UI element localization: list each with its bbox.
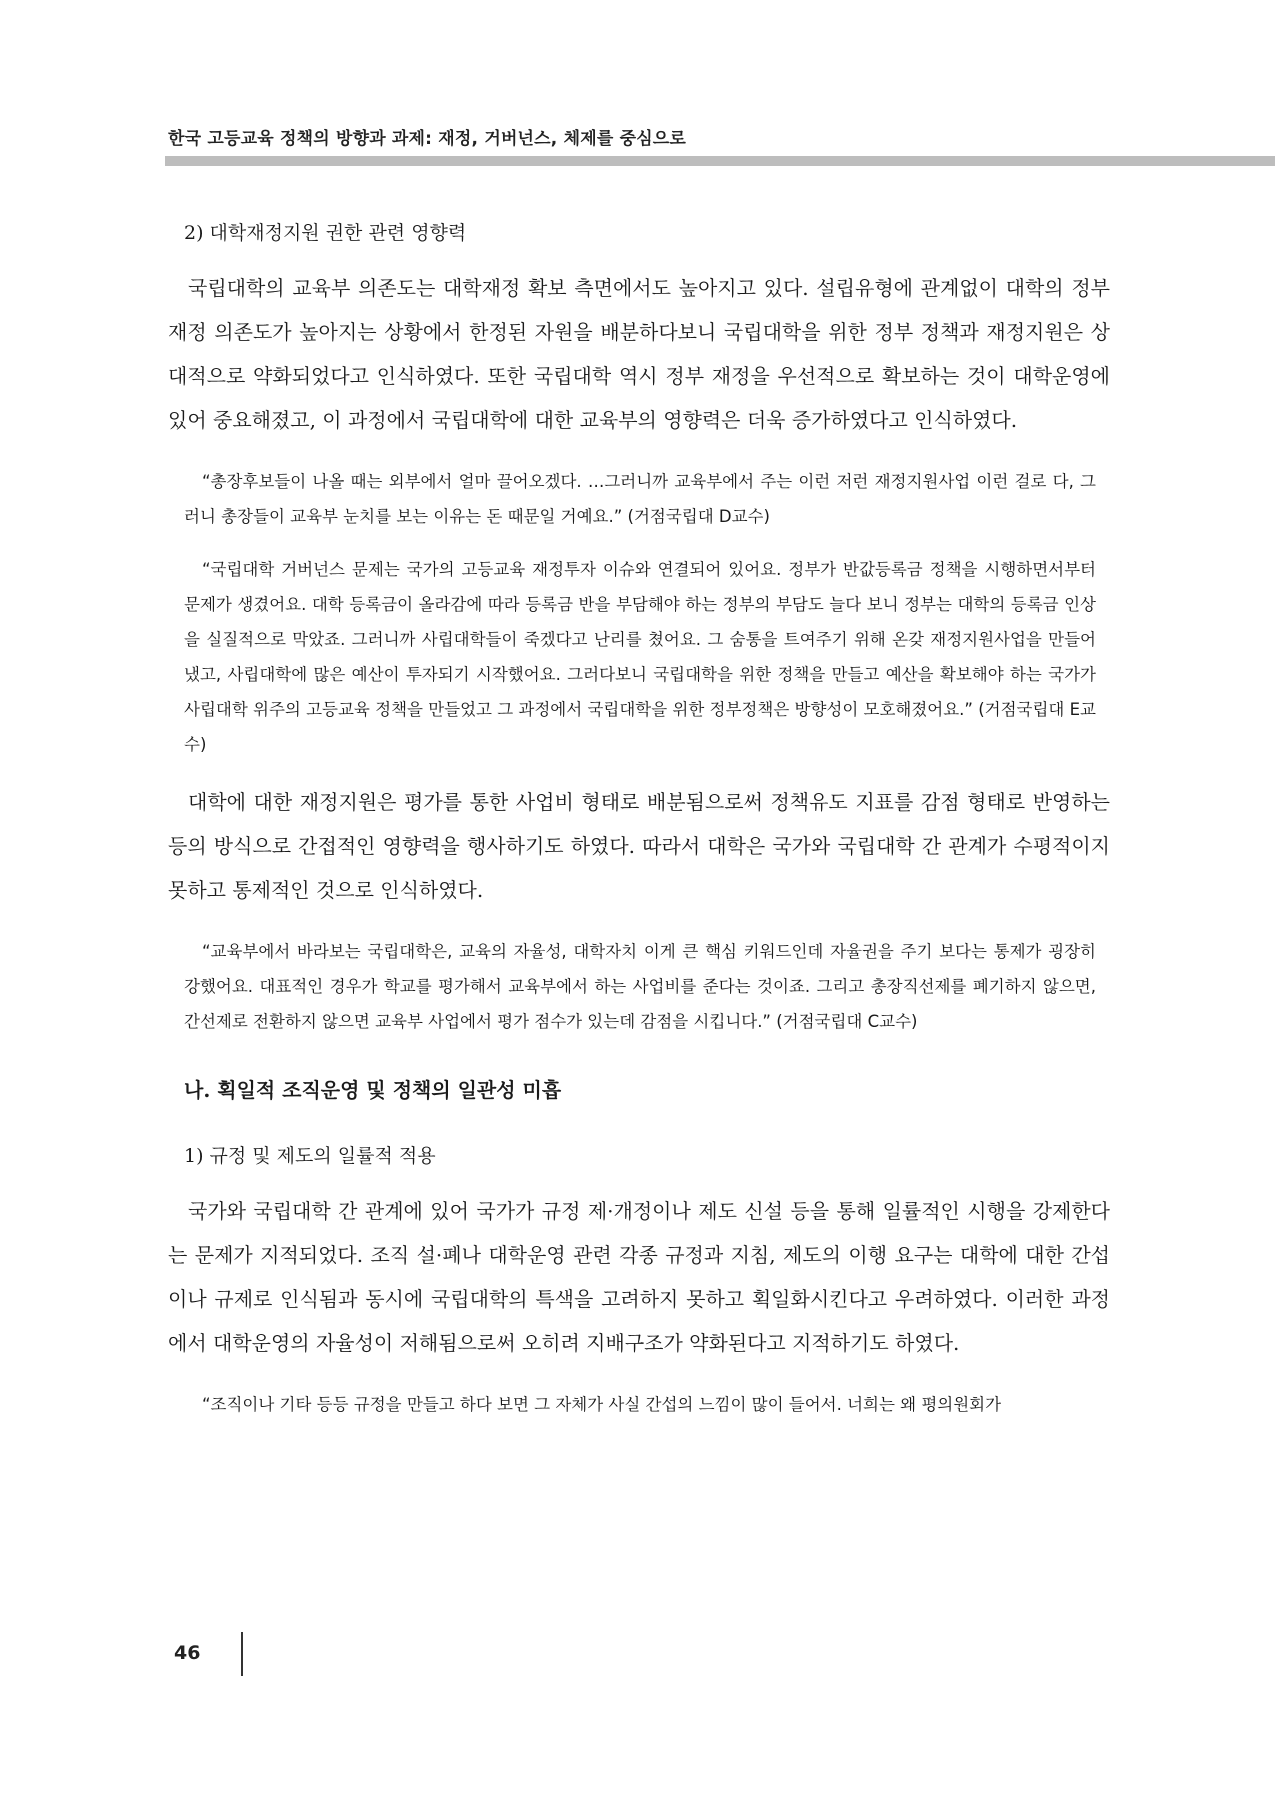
interview-quote: “교육부에서 바라보는 국립대학은, 교육의 자율성, 대학자치 이게 큰 핵심 키워드인데 자율권을 주기 보다는 통제가 굉장히 강했어요. 대표적인 경우가 학교를 평가해서 교육부에서 하는 사업비를 준다는 것이죠. 그리고 총장직선제를 폐기하지 않으면, 간선제로 전환하지 않으면 교육부 사업에서 평가 점수가 있는데 감점을 시킵니다.” (거점국립대 C교수): [184, 942, 1096, 1031]
page-number-divider: [241, 1632, 243, 1676]
body-paragraph: 대학에 대한 재정지원은 평가를 통한 사업비 형태로 배분됨으로써 정책유도 지표를 감점 형태로 반영하는 등의 방식으로 간접적인 영향력을 행사하기도 하였다. 따라서 대학은 국가와 국립대학 간 관계가 수평적이지 못하고 통제적인 것으로 인식하였다.: [168, 790, 1110, 902]
subsection-heading-1: 1) 규정 및 제도의 일률적 적용: [184, 1145, 436, 1167]
subsection-heading-2: 2) 대학재정지원 권한 관련 영향력: [184, 222, 467, 244]
body-paragraph: 국가와 국립대학 간 관계에 있어 국가가 규정 제·개정이나 제도 신설 등을 통해 일률적인 시행을 강제한다는 문제가 지적되었다. 조직 설·폐나 대학운영 관련 각종 규정과 지침, 제도의 이행 요구는 대학에 대한 간섭이나 규제로 인식됨과 동시에 국립대학의 특색을 고려하지 못하고 획일화시킨다고 우려하였다. 이러한 과정에서 대학운영의 자율성이 저해됨으로써 오히려 지배구조가 약화된다고 지적하기도 하였다.: [168, 1199, 1110, 1355]
section-heading: 나. 획일적 조직운영 및 정책의 일관성 미흡: [184, 1078, 562, 1102]
page-body: [168, 200, 1110, 1422]
header-rule: [165, 156, 1275, 166]
page-number: 46: [174, 1642, 201, 1664]
running-header-title: 한국 고등교육 정책의 방향과 과제: 재정, 거버넌스, 체제를 중심으로: [168, 129, 687, 149]
interview-quote: “조직이나 기타 등등 규정을 만들고 하다 보면 그 자체가 사실 간섭의 느낌이 많이 들어서. 너희는 왜 평의원회가: [202, 1395, 1002, 1414]
interview-quote: “국립대학 거버넌스 문제는 국가의 고등교육 재정투자 이슈와 연결되어 있어요. 정부가 반값등록금 정책을 시행하면서부터 문제가 생겼어요. 대학 등록금이 올라감에 따라 등록금 반을 부담해야 하는 정부의 부담도 늘다 보니 정부는 대학의 등록금 인상을 실질적으로 막았죠. 그러니까 사립대학들이 죽겠다고 난리를 쳤어요. 그 숨통을 트여주기 위해 온갖 재정지원사업을 만들어 냈고, 사립대학에 많은 예산이 투자되기 시작했어요. 그러다보니 국립대학을 위한 정책을 만들고 예산을 확보해야 하는 국가가 사립대학 위주의 고등교육 정책을 만들었고 그 과정에서 국립대학을 위한 정부정책은 방향성이 모호해졌어요.” (거점국립대 E교수): [184, 560, 1096, 754]
interview-quote: “총장후보들이 나올 때는 외부에서 얼마 끌어오겠다. …그러니까 교육부에서 주는 이런 저런 재정지원사업 이런 걸로 다, 그러니 총장들이 교육부 눈치를 보는 이유는 돈 때문일 거예요.” (거점국립대 D교수): [184, 472, 1096, 526]
body-paragraph: 국립대학의 교육부 의존도는 대학재정 확보 측면에서도 높아지고 있다. 설립유형에 관계없이 대학의 정부 재정 의존도가 높아지는 상황에서 한정된 자원을 배분하다보니 국립대학을 위한 정부 정책과 재정지원은 상대적으로 약화되었다고 인식하였다. 또한 국립대학 역시 정부 재정을 우선적으로 확보하는 것이 대학운영에 있어 중요해졌고, 이 과정에서 국립대학에 대한 교육부의 영향력은 더욱 증가하였다고 인식하였다.: [168, 276, 1110, 432]
